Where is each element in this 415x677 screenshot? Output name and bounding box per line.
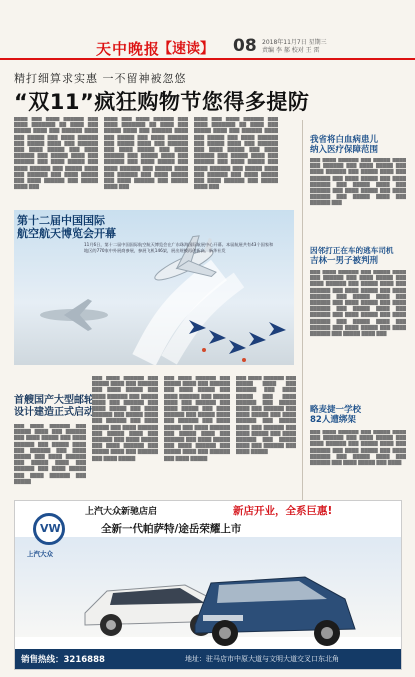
airshow-photo (14, 210, 294, 365)
right-headline-c-line-1: 略麦捷一学校 (310, 405, 362, 415)
masthead-rule (0, 58, 415, 60)
airshow-title-line-1: 第十二届中国国际 (17, 214, 105, 227)
masthead (0, 0, 415, 68)
page-number: 08 (233, 36, 257, 56)
right-headline-c (310, 405, 410, 425)
airshow-title-line-2: 航空航天博览会开幕 (17, 227, 116, 240)
lead-body-col-3: ████ ███ ████ ██████ ███ ████ ███████ ██ ████ ███ █████ ████ ███ ██████ ████ ███ █████ ███ ████ ██████ ███ █████ ████ ███ ██████ ███ ████ █████ ███ ████ ██████ ███ █████ ████ ███ ██████ ███ ████ █████ ███ ████ ██████ ███ █████ ████ ███ ██████ ███ ████ █████ ███ ████ ██████ ███ █████ ████ ███ (194, 117, 278, 191)
right-body-c: ███ ████ ██████ ███ █████ ████ ███ ██████ ███ ████ █████ ███ ████ ██████ ███ █████ ████ ███ ██████ ███ ████ █████ ███ ████ ██████ ███ █████ ████ ███ ██████ ███ ████ █████ ███ ████ (310, 430, 406, 467)
lead-body-col-2: ████ ███ ████ ██████ ███ ████ ███████ ██ ████ ███ █████ ████ ███ ██████ ████ ███ █████ ███ ████ ██████ ███ █████ ████ ███ ██████ ███ ████ █████ ███ ████ ██████ ███ █████ ████ ███ ██████ ███ ████ █████ ███ ████ ██████ ███ █████ ████ ███ ██████ ███ ████ █████ ███ ████ ██████ ███ █████ ████ ███ (104, 117, 188, 191)
airshow-title (17, 214, 116, 240)
ship-body-col-3: ███ ████ ██████ ███ █████ ████ ███ ██████ ███ ████ █████ ███ ████ ██████ ███ █████ ████ ███ ██████ ███ ████ █████ ███ ████ ██████ ███ █████ ████ ███ ██████ ███ ████ █████ ███ ████ ██████ ███ █████ ████ ███ ██████ ███ ████ █████ ███ ████ ██████ ███ █████ ████ ███ ██████ ███ ████ █████ (164, 376, 230, 462)
section-label: 【速读】 (158, 41, 214, 57)
right-headline-a (310, 135, 410, 155)
dateline-date: 2018年11月7日 星期三 (262, 39, 327, 46)
ad-dealer-name: 上汽大众新驰店启 (85, 507, 158, 517)
ship-headline-line-2: 设计建造正式启动 (14, 407, 94, 418)
lead-headline: “双11”疯狂购物节您得多提防 (14, 90, 310, 114)
ad-header (15, 501, 402, 517)
right-headline-a-line-1: 我省将白血病患儿 (310, 135, 379, 145)
car-advertisement (14, 500, 402, 670)
ship-body-col-1: ███ ████ ██████ ███ █████ ████ ███ ██████ ███ ████ █████ ███ ████ ██████ ███ █████ ████ ███ ██████ ███ ████ █████ ███ ████ ██████ ███ █████ ████ ███ ██████ ███ ████ █████ ███ ████ ██████ ███ █████ (14, 424, 86, 485)
ad-phone: 销售热线：3216888 (21, 655, 105, 665)
ad-logo-text: 上汽大众 (27, 550, 53, 558)
ad-cars-graphic (15, 533, 402, 653)
right-headline-a-line-2: 纳入医疗保障范围 (310, 145, 379, 155)
right-headline-c-line-2: 82人遭绑架 (310, 415, 356, 425)
column-divider (302, 120, 303, 500)
airshow-caption: 11月6日，第十二届中国国际航空航天博览会在广东珠海国际航展中心开幕。本届航展共有43个国家和地区的770家中外展商参展，参展飞机146架，展出规模再创新高。新华社发 (84, 242, 274, 253)
ad-promo-text: 新店开业，全系巨惠! (233, 505, 333, 517)
lead-body-col-1: ████ ███ ████ ██████ ███ ████ ███████ ██ ████ ███ █████ ████ ███ ██████ ████ ███ █████ ███ ████ ██████ ███ █████ ████ ███ ██████ ███ ████ █████ ███ ████ ██████ ███ █████ ████ ███ ██████ ███ ████ █████ ███ ████ ██████ ███ █████ ████ ███ ██████ ███ ████ █████ ███ ████ ██████ ███ █████ ████ ███ (14, 117, 98, 191)
newspaper-logo: 天中晚报 (96, 40, 161, 58)
ship-headline (14, 395, 94, 419)
dateline-editors: 责编 李 郝 校对 王 雷 (262, 47, 320, 54)
ad-contact-bar (15, 649, 402, 670)
right-body-b: ███ ████ ██████ ███ █████ ████ ███ ██████ ███ ████ █████ ███ ████ ██████ ███ █████ ████ ███ ██████ ███ ████ █████ ███ ████ ██████ ███ █████ ████ ███ ██████ ███ ████ █████ ███ ████ ██████ ███ █████ ████ ███ ██████ ███ ████ █████ ███ ████ ██████ ███ █████ ████ ███ ██████ ███ ████ █████ ███ ████ ██████ ███ █████ ████ ███ (310, 270, 406, 338)
right-body-a: ███ ████ ██████ ███ █████ ████ ███ ██████ ███ ████ █████ ███ ████ ██████ ███ █████ ████ ███ ██████ ███ ████ █████ ███ ████ ██████ ███ █████ ████ ███ ██████ ███ ████ █████ ███ ████ ██████ ███ █████ ████ ███ ██████ ███ (310, 158, 406, 207)
blue-suv-icon (195, 577, 355, 646)
ship-headline-line-1: 首艘国产大型邮轮 (14, 395, 94, 406)
right-headline-b-line-2: 吉林一男子被判刑 (310, 256, 379, 266)
lead-kicker: 精打细算求实惠 一不留神被忽悠 (14, 72, 187, 85)
ad-subtitle: 全新一代帕萨特/途岳荣耀上市 (101, 523, 242, 535)
ad-address: 地址：驻马店市中原大道与文明大道交叉口东北角 (185, 655, 339, 663)
dateline (262, 39, 382, 55)
right-headline-b (310, 246, 410, 266)
ship-body-col-4: ███ ████ ██████ ███ █████ ████ ███ ██████ ███ ████ █████ ███ ████ ██████ ███ █████ ████ ███ ██████ ███ ████ █████ ███ ████ ██████ ███ █████ ████ ███ ██████ ███ ████ █████ ███ ████ ██████ ███ █████ ████ ███ ██████ ███ ████ █████ (236, 376, 296, 456)
ship-body-col-2: ███ ████ ██████ ███ █████ ████ ███ ██████ ███ ████ █████ ███ ████ ██████ ███ █████ ████ ███ ██████ ███ ████ █████ ███ ████ ██████ ███ █████ ████ ███ ██████ ███ ████ █████ ███ ████ ██████ ███ █████ ████ ███ ██████ ███ ████ █████ ███ ████ ██████ ███ █████ ████ ███ ██████ ███ ████ █████ (92, 376, 158, 462)
right-headline-b-line-1: 因邻打正在车的逃车司机 (310, 246, 394, 255)
